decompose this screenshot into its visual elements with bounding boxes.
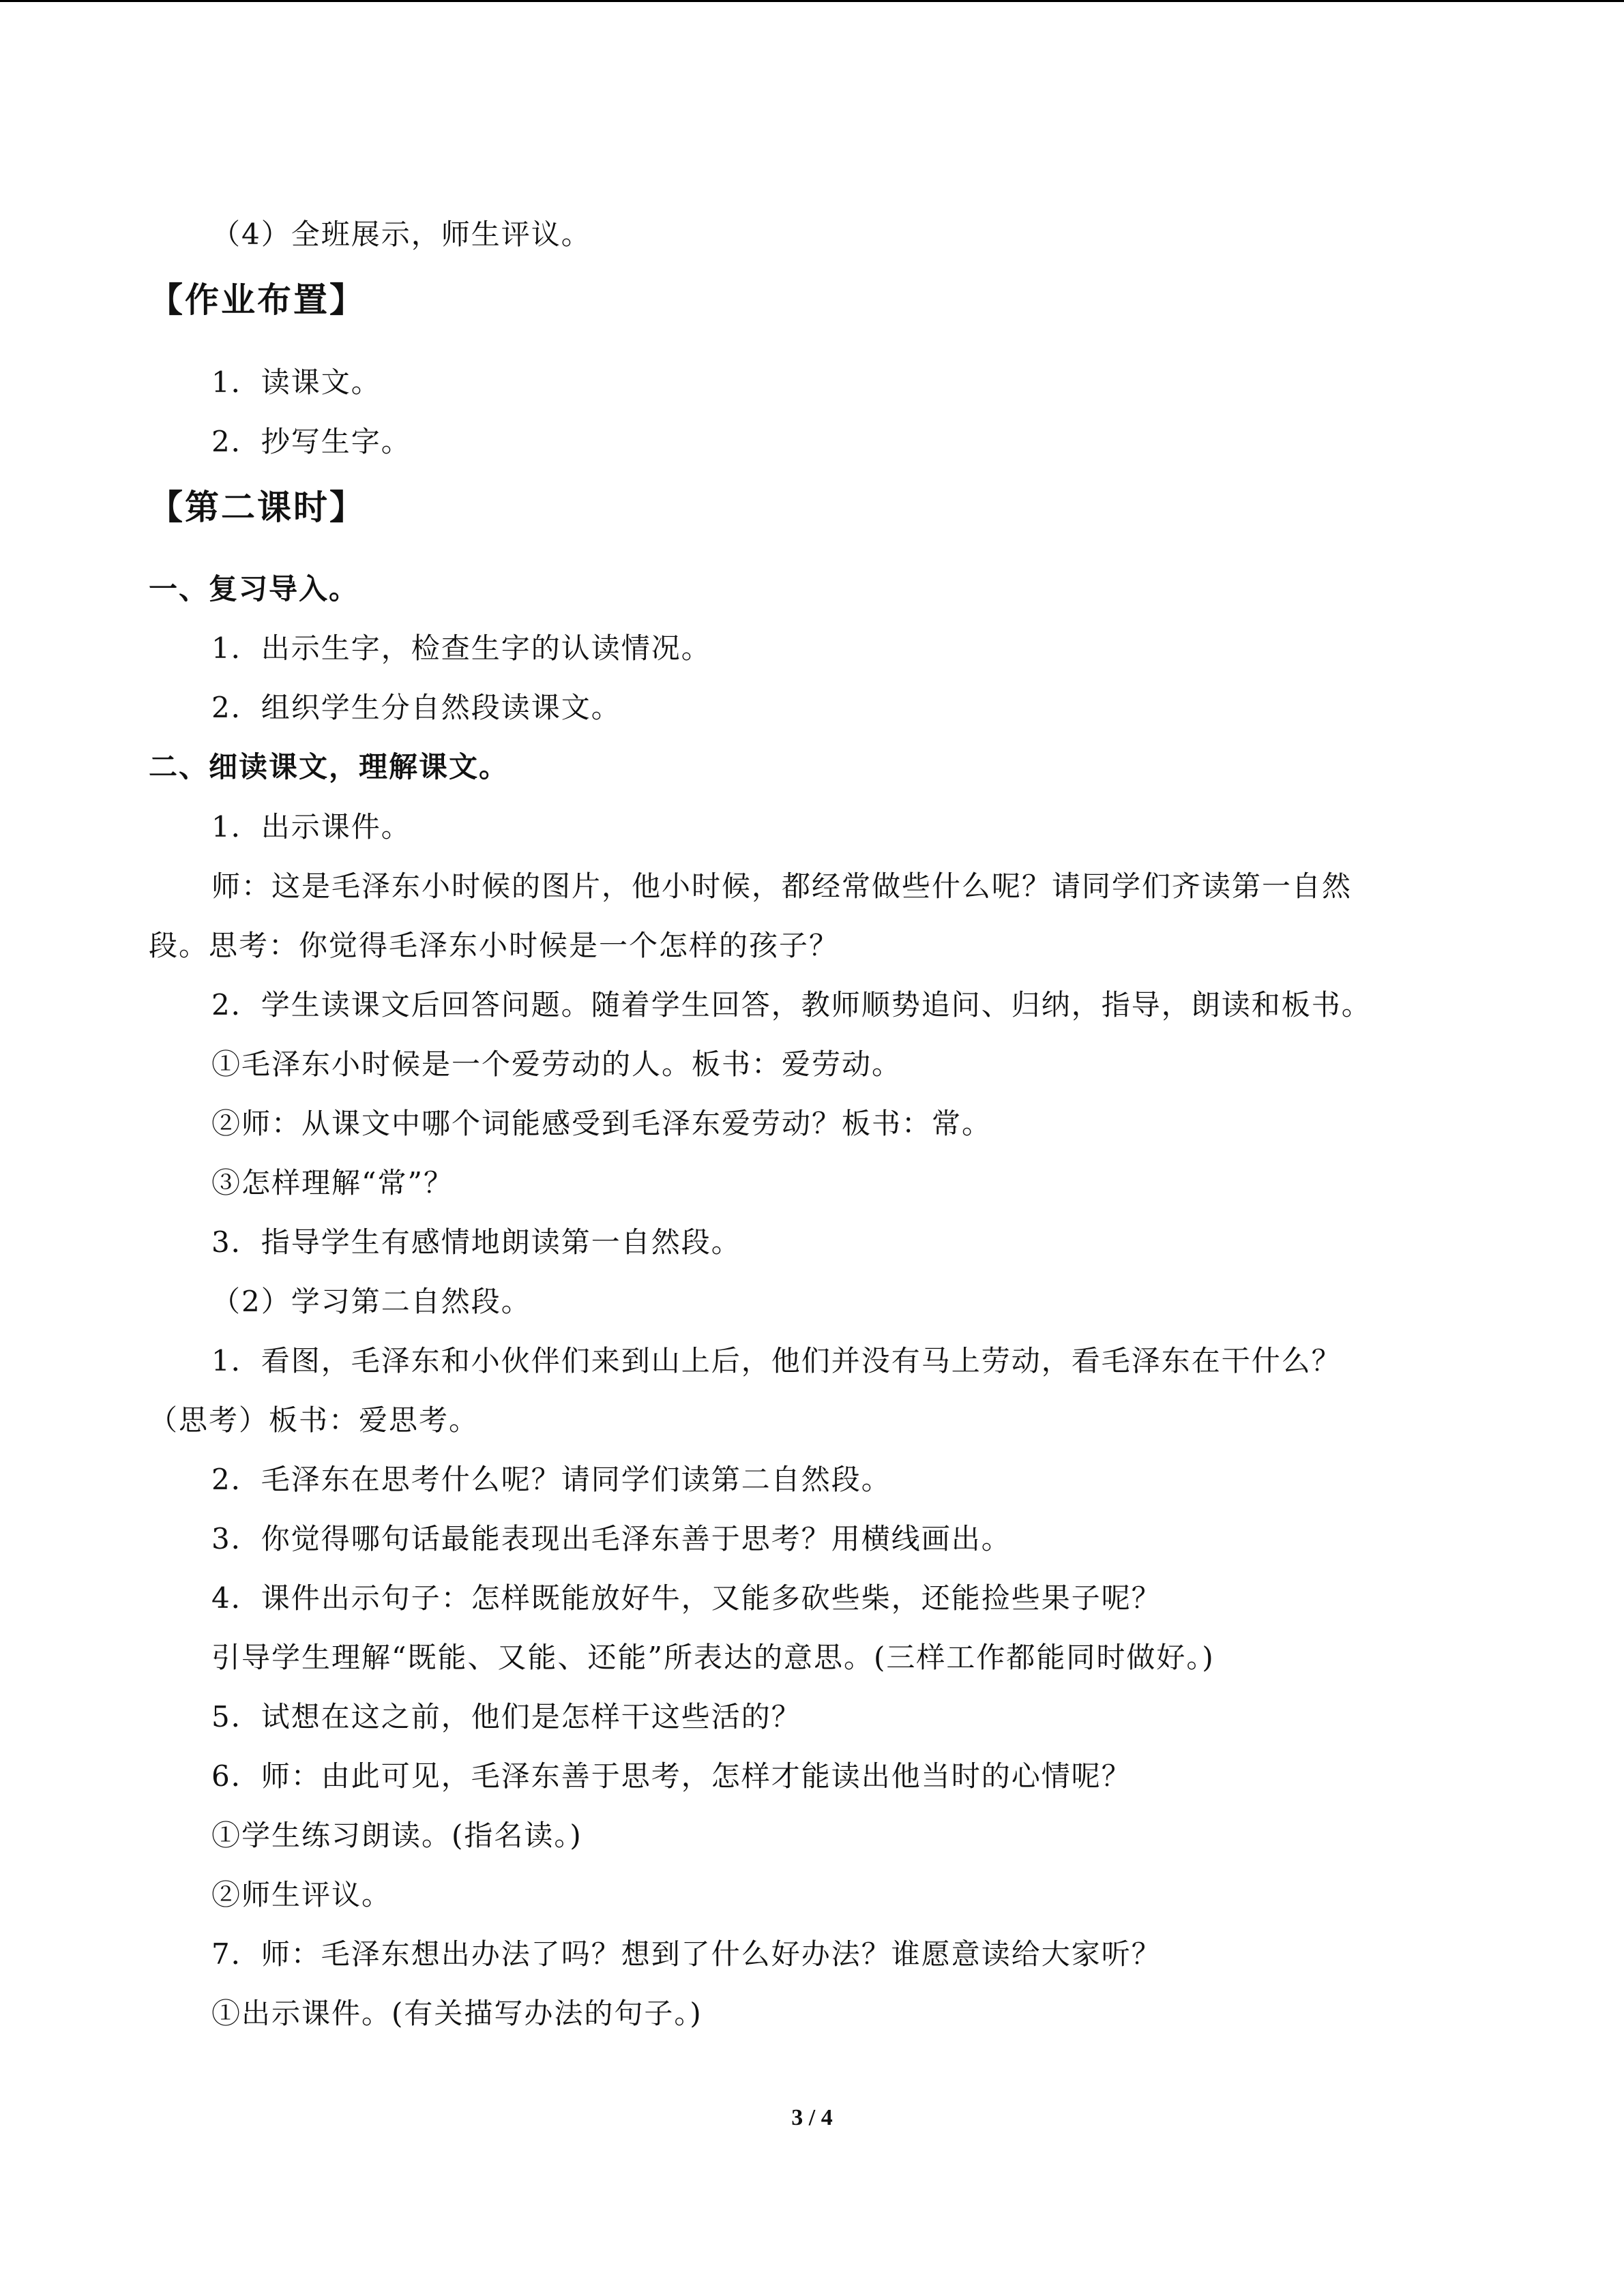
top-border <box>0 0 1624 2</box>
text-line: 1．出示生字，检查生字的认读情况。 <box>211 631 711 665</box>
text-line: 7．师：毛泽东想出办法了吗？想到了什么好办法？谁愿意读给大家听？ <box>211 1937 1162 1971</box>
section-heading: 二、细读课文，理解课文。 <box>149 750 510 784</box>
text-line: 段。思考：你觉得毛泽东小时候是一个怎样的孩子？ <box>149 929 840 962</box>
text-line: ②师生评议。 <box>211 1878 392 1911</box>
text-line: 1．看图，毛泽东和小伙伴们来到山上后，他们并没有马上劳动，看毛泽东在干什么？ <box>211 1344 1342 1377</box>
text-line: 6．师：由此可见，毛泽东善于思考，怎样才能读出他当时的心情呢？ <box>211 1759 1132 1793</box>
heading-second-lesson: 【第二课时】 <box>149 487 366 527</box>
text-line: 2．组织学生分自然段读课文。 <box>211 691 621 724</box>
text-line: 2．抄写生字。 <box>211 425 411 458</box>
text-line: ①学生练习朗读。(指名读。) <box>211 1819 582 1852</box>
text-line: 3．你觉得哪句话最能表现出毛泽东善于思考？用横线画出。 <box>211 1522 1012 1555</box>
text-line: （2）学习第二自然段。 <box>211 1285 531 1318</box>
text-line: ②师：从课文中哪个词能感受到毛泽东爱劳动？板书：常。 <box>211 1107 992 1140</box>
section-heading: 一、复习导入。 <box>149 572 359 606</box>
text-line: 3．指导学生有感情地朗读第一自然段。 <box>211 1225 741 1259</box>
page-number: 3 / 4 <box>791 2105 833 2130</box>
text-line: ③怎样理解“常”？ <box>211 1166 454 1199</box>
text-line: 引导学生理解“既能、又能、还能”所表达的意思。(三样工作都能同时做好。) <box>211 1641 1215 1674</box>
text-line: 5．试想在这之前，他们是怎样干这些活的？ <box>211 1700 801 1733</box>
text-line: 1．出示课件。 <box>211 810 411 844</box>
text-line: 2．学生读课文后回答问题。随着学生回答，教师顺势追问、归纳，指导，朗读和板书。 <box>211 988 1372 1022</box>
text-line: （4）全班展示，师生评议。 <box>211 218 591 251</box>
text-line: 4．课件出示句子：怎样既能放好牛，又能多砍些柴，还能捡些果子呢？ <box>211 1581 1162 1615</box>
text-line: 1．读课文。 <box>211 366 381 399</box>
text-line: ①毛泽东小时候是一个爱劳动的人。板书：爱劳动。 <box>211 1047 902 1081</box>
text-line: 2．毛泽东在思考什么呢？请同学们读第二自然段。 <box>211 1463 891 1496</box>
text-line: ①出示课件。(有关描写办法的句子。) <box>211 1997 703 2030</box>
text-line: 师：这是毛泽东小时候的图片，他小时候，都经常做些什么呢？请同学们齐读第一自然 <box>211 869 1353 903</box>
text-line: （思考）板书：爱思考。 <box>149 1403 479 1437</box>
heading-homework: 【作业布置】 <box>149 280 366 320</box>
